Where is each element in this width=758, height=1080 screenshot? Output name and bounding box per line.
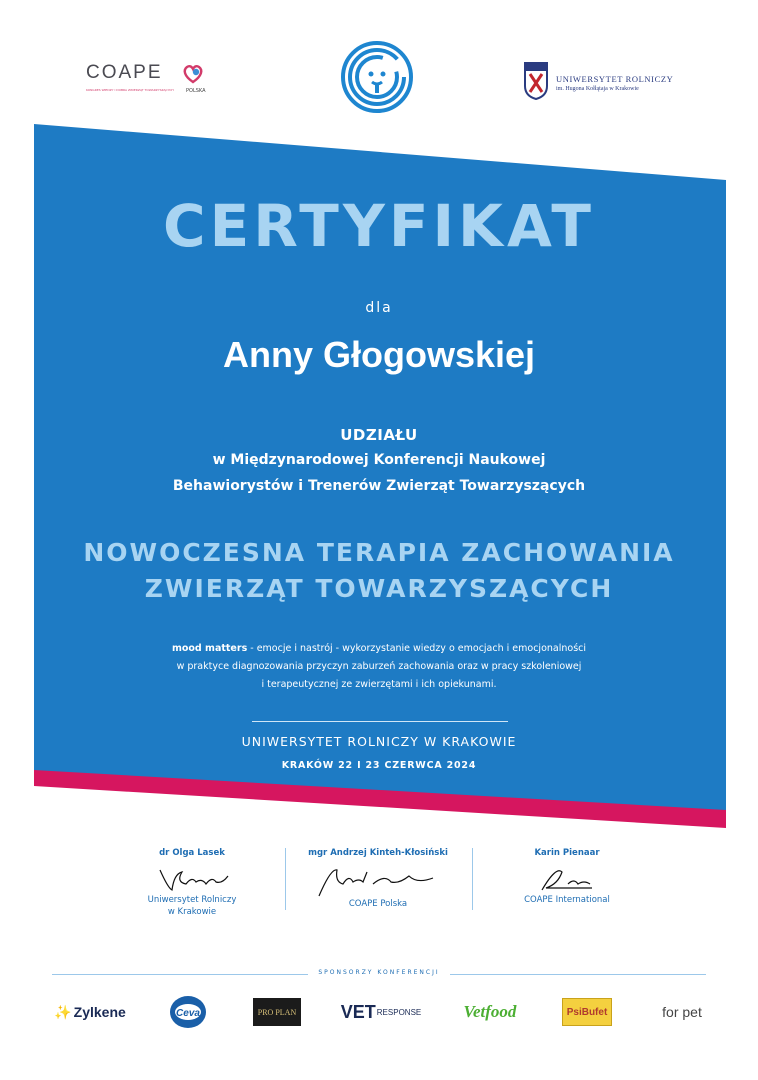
coape-heart-icon <box>182 64 204 84</box>
vet-sub-text: RESPONSE <box>376 1007 422 1017</box>
description-line-1 <box>0 640 758 658</box>
handwritten-signature-1 <box>152 864 232 894</box>
sponsor-zylkene-logo: ✨ Zylkene <box>54 1003 126 1020</box>
sponsor-vetfood-logo <box>455 995 525 1029</box>
signatory-affiliation-1: COAPE Polska <box>348 899 408 909</box>
university-logo <box>522 60 682 104</box>
signatory-affiliation-1: COAPE International <box>524 895 610 905</box>
sponsor-vetresponse-logo <box>341 995 421 1029</box>
vet-text: VET <box>340 1001 376 1022</box>
forpet-text: for pet <box>662 1004 702 1020</box>
coape-tagline: KONGRES WIEDZY I DOBRA ZWIERZĄT TOWARZYSZĄCYCH <box>86 88 174 92</box>
university-line: UNIWERSYTET ROLNICZY W KRAKOWIE <box>241 734 517 749</box>
signatory-affiliation-1: Uniwersytet Rolniczy <box>147 895 237 905</box>
divider <box>252 721 508 722</box>
maze-dog-logo <box>340 40 414 114</box>
date-line: KRAKÓW 22 I 23 CZERWCA 2024 <box>281 760 477 771</box>
signatory-name: mgr Andrzej Kinteh-Kłosiński <box>308 848 448 858</box>
coape-logo-text: COAPE <box>86 62 163 83</box>
signatory-name: dr Olga Lasek <box>159 848 225 858</box>
description-bold: mood matters <box>171 643 248 654</box>
topic-line-2: ZWIERZĄT TOWARZYSZĄCYCH <box>144 574 614 603</box>
topic-line-1: NOWOCZESNA TERAPIA ZACHOWANIA <box>83 538 675 567</box>
conference-line-2: Behawiorystów i Trenerów Zwierząt Towarzyszących <box>172 478 586 494</box>
signature-block-1 <box>87 848 297 918</box>
sponsor-forpet-logo <box>652 995 712 1029</box>
description <box>0 640 758 694</box>
sponsor-ceva-logo <box>166 995 210 1029</box>
certificate-title: CERTYFIKAT <box>163 192 595 260</box>
for-word: dla <box>365 300 393 316</box>
signature-block-2 <box>273 848 483 910</box>
participation-label: UDZIAŁU <box>340 426 418 444</box>
zylkene-text: Zylkene <box>73 1004 126 1020</box>
description-line-2: w praktyce diagnozowania przyczyn zaburzeń zachowania oraz w pracy szkoleniowej <box>176 661 582 672</box>
university-name: UNIWERSYTET ROLNICZY <box>556 74 674 84</box>
vetfood-text: Vetfood <box>463 1002 517 1021</box>
coape-logo <box>86 62 216 102</box>
university-crest-icon <box>522 60 550 100</box>
ceva-text: Ceva <box>176 1008 200 1019</box>
coape-country: POLSKA <box>186 88 206 94</box>
signatory-affiliation-2: w Krakowie <box>167 907 217 917</box>
sponsor-proplan-logo <box>252 995 302 1029</box>
handwritten-signature-3 <box>532 864 602 894</box>
psibufet-text: PsiBufet <box>562 998 612 1026</box>
handwritten-signature-2 <box>313 864 443 898</box>
description-text-1: - emocje i nastrój - wykorzystanie wiedzy o emocjach i emocjonalności <box>247 643 587 654</box>
sponsor-rule-right <box>450 974 706 975</box>
recipient-name: Anny Głogowskiej <box>222 334 536 375</box>
signature-block-3 <box>462 848 672 906</box>
ceva-badge-icon <box>168 995 208 1029</box>
description-line-3: i terapeutycznej ze zwierzętami i ich opiekunami. <box>261 679 497 690</box>
sponsor-psibufet-logo <box>561 995 613 1029</box>
proplan-text: PRO PLAN <box>253 998 301 1026</box>
conference-line-1: w Międzynarodowej Konferencji Naukowej <box>212 452 546 468</box>
signatory-name: Karin Pienaar <box>534 848 600 858</box>
sponsors-title: SPONSORZY KONFERENCJI <box>318 969 440 976</box>
university-subname: im. Hugona Kołłątaja w Krakowie <box>556 86 639 92</box>
